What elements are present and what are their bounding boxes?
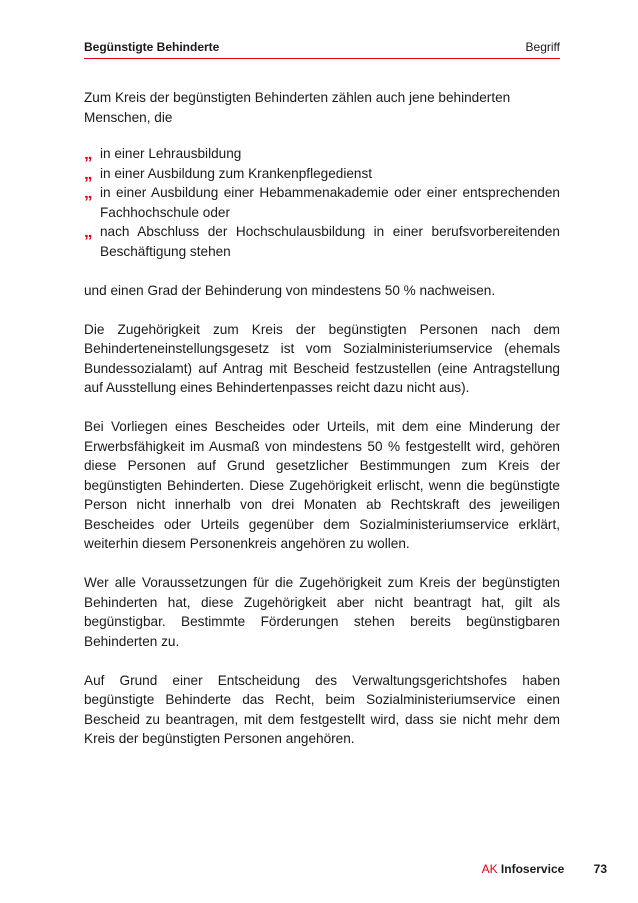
list-item-text: in einer Ausbildung einer Hebammenakademie oder einer entsprechenden Fachhochschule oder (100, 185, 560, 220)
body-paragraph: Wer alle Voraussetzungen für die Zugehörigkeit zum Kreis der begünstigten Behinderten hat, diese Zugehörigkeit aber nicht beantragt hat, gilt als begünstigbar. Bestimmte Förderungen stehen bereits begünstigbaren Behinderten zu. (84, 575, 560, 649)
list-item (84, 164, 560, 184)
condition-list (84, 144, 560, 261)
list-item-text: in einer Lehrausbildung (100, 146, 242, 161)
list-item-text: nach Abschluss der Hochschulausbildung in einer berufsvorbereitenden Beschäftigung stehen (100, 224, 560, 259)
quote-bullet-icon: „ (84, 222, 93, 241)
header-topic: Begriff (525, 40, 560, 54)
after-list-paragraph: und einen Grad der Behinderung von mindestens 50 % nachweisen. (84, 282, 496, 298)
intro-paragraph: Zum Kreis der begünstigten Behinderten zählen auch jene behinderten Menschen, die (84, 90, 511, 125)
quote-bullet-icon: „ (84, 183, 93, 202)
footer-brand-ak: AK (481, 862, 498, 876)
body-paragraph: Bei Vorliegen eines Bescheides oder Urteils, mit dem eine Minderung der Erwerbsfähigkeit im Ausmaß von mindestens 50 % festgestellt wird, gehören diese Personen auf Grund gesetzlicher Bestimmungen zum Kreis der begünstigten Behinderten. Diese Zugehörigkeit erlischt, wenn die begünstigte Person nicht innerhalb von drei Monaten ab Rechtskraft des jeweiligen Bescheides oder Urteils gegenüber dem Sozialministeriumservice erklärt, weiterhin diesem Personenkreis angehören zu wollen. (84, 419, 560, 551)
page-number: 73 (593, 862, 607, 876)
quote-bullet-icon: „ (84, 144, 93, 163)
list-item (84, 183, 560, 222)
footer-brand-name: Infoservice (500, 862, 565, 876)
list-item-text: in einer Ausbildung zum Krankenpflegedienst (100, 165, 373, 181)
list-item (84, 222, 560, 261)
page-body (84, 88, 560, 768)
running-header (84, 38, 560, 59)
page-footer (482, 862, 607, 876)
list-item (84, 144, 560, 164)
header-section-title: Begünstigte Behinderte (84, 40, 220, 54)
body-paragraph: Auf Grund einer Entscheidung des Verwaltungsgerichtshofes haben begünstigte Behinderte das Recht, beim Sozialministeriumservice einen Bescheid zu beantragen, mit dem festgestellt wird, dass sie nicht mehr dem Kreis der begünstigten Personen angehören. (84, 672, 560, 746)
quote-bullet-icon: „ (84, 163, 93, 183)
body-paragraph: Die Zugehörigkeit zum Kreis der begünstigten Personen nach dem Behinderteneinstellungsgesetz ist vom Sozialministeriumservice (ehemals Bundessozialamt) auf Antrag mit Bescheid festzustellen (eine Antragstellung auf Ausstellung eines Behindertenpasses reicht dazu nicht aus). (84, 321, 560, 395)
